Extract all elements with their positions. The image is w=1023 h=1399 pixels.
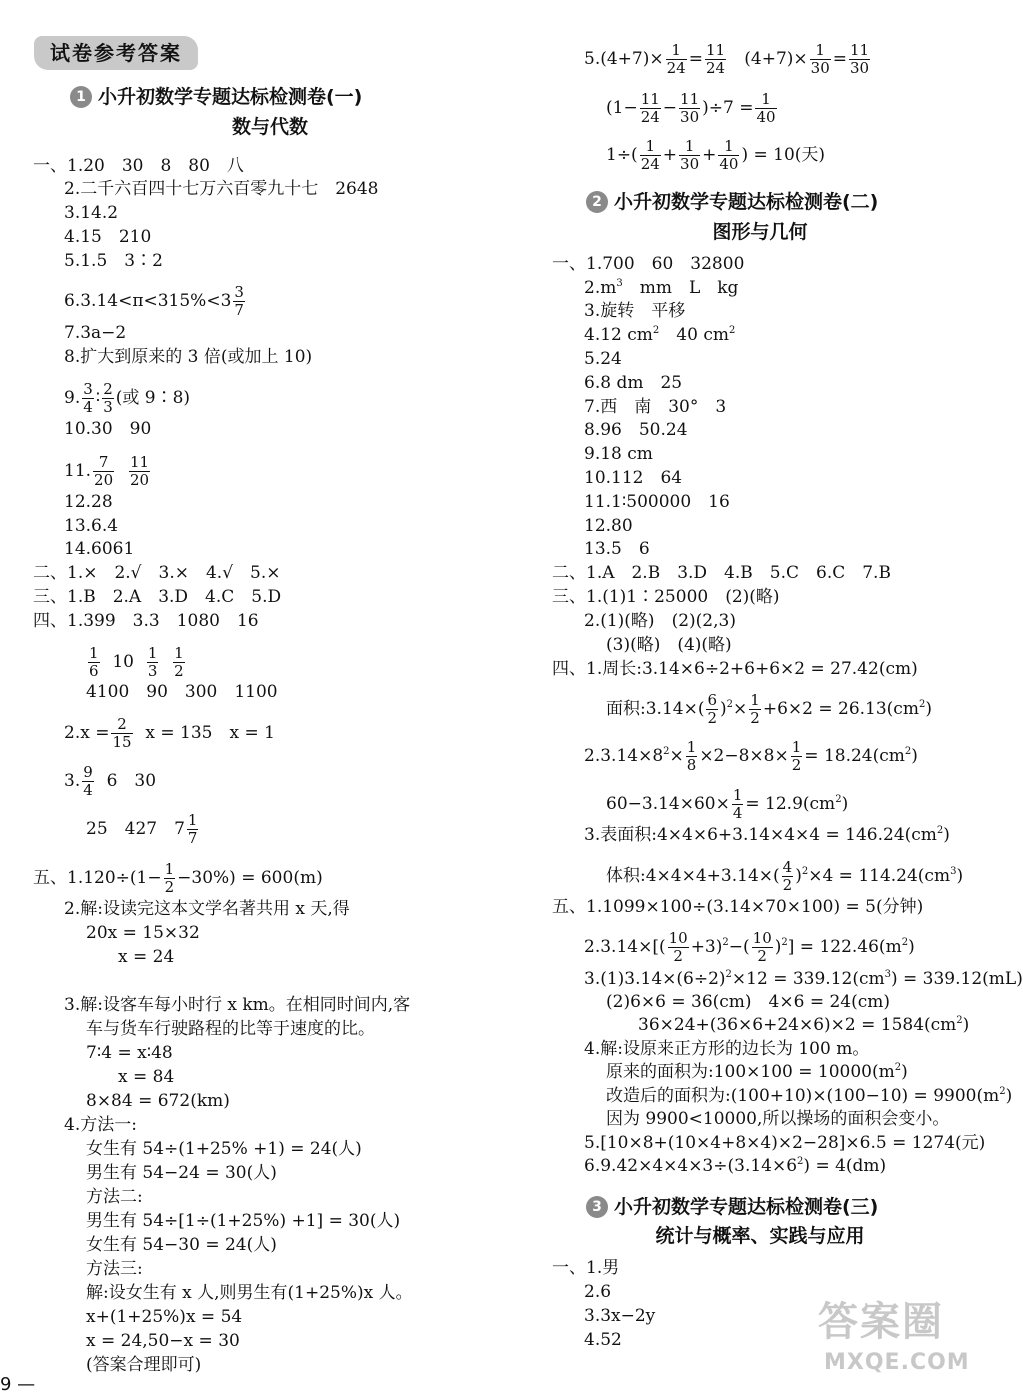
answer-line: 2.二千六百四十七万六百零九十七 2648 [64, 179, 379, 199]
section-1-title: 1 小升初数学专题达标检测卷(一) [70, 82, 362, 109]
fraction: $\frac{11}{24}$ [640, 90, 660, 126]
answer-line: $36\times 24+(36\times 6+24\times 6)\times 2 = 1584(cm^2)$ [638, 1015, 970, 1035]
fraction: $\frac{1}{2}$ [164, 860, 175, 896]
answer-line: 9. $\frac{3}{4}$ ∶ $\frac{2}{3}$ (或 9∶8) [64, 380, 191, 416]
answer-line: (2)6×6 = 36(cm) 4×6 = 24(cm) [606, 992, 891, 1012]
answer-line: 男生有 54÷[1÷(1+25%) +1] = 30(人) [86, 1211, 401, 1231]
fraction: $\frac{2}{3}$ [103, 380, 113, 416]
answer-line: 二、1.A 2.B 3.D 4.B 5.C 6.C 7.B [552, 563, 891, 583]
section-2-title: 2 小升初数学专题达标检测卷(二) [586, 187, 878, 214]
answer-line: 11. $\frac{7}{20}$ $\frac{11}{20}$ [64, 453, 150, 489]
answer-line: 方法二: [86, 1187, 143, 1207]
answer-line: $3.(1)3.14\times(6\div 2)^2\times 12 = 339.12(cm^3) = 339.12(mL)$ [584, 969, 1023, 989]
answer-line: 4.解:设原来正方形的边长为 100 m。 [584, 1039, 870, 1059]
section-badge: 2 [586, 191, 608, 213]
answer-line: 1÷( $\frac{1}{24}$ + $\frac{1}{30}$ + $\frac{1}{40}$ ) = 10(天) [606, 137, 826, 173]
answer-line: 13.5 6 [584, 539, 650, 559]
answer-line: 3.旋转 平移 [584, 301, 686, 321]
answer-line: 二、1.× 2.√ 3.× 4.√ 5.× [33, 563, 281, 583]
answer-line: 3.3x−2y [584, 1306, 656, 1326]
answer-line: 4.方法一: [64, 1115, 137, 1135]
answer-line: $6.9.42\times 4\times 4\times 3\div(3.14\times 6^2) = 4(dm)$ [584, 1156, 887, 1176]
answer-line: 60−3.14×60× $\frac{1}{4}$ = $12.9(cm^2)$ [606, 786, 849, 822]
answer-line: x = 24,50−x = 30 [86, 1331, 240, 1351]
answer-line: x = 84 [118, 1067, 175, 1087]
fraction: $\frac{11}{20}$ [129, 453, 150, 489]
answer-line: $2.3.14\times 8^2\times$ $\frac{1}{8}$ ×2−8×8× $\frac{1}{2}$ = $18.24(cm^2)$ [584, 738, 918, 774]
answer-line: 10.112 64 [584, 468, 683, 488]
fraction: $\frac{11}{30}$ [680, 90, 700, 126]
fraction: $\frac{1}{4}$ [732, 786, 743, 822]
section-badge: 3 [586, 1196, 608, 1218]
fraction: $\frac{1}{7}$ [187, 811, 198, 847]
page-number: 9 — [0, 1374, 36, 1395]
fraction: $\frac{10}{2}$ [668, 929, 688, 965]
answer-line: 7∶4 = x∶48 [86, 1043, 173, 1063]
answer-line: 25 427 7 $\frac{1}{7}$ [86, 811, 198, 847]
fraction: $\frac{9}{4}$ [83, 763, 93, 799]
answer-line: 8×84 = 672(km) [86, 1091, 230, 1111]
answer-line: 一、1.男 [552, 1258, 620, 1278]
answer-line: 2.(1)(略) (2)(2,3) [584, 611, 736, 631]
answer-line: 五、1.120÷(1− $\frac{1}{2}$ −30%) = 600(m) [33, 860, 323, 896]
fraction: $\frac{4}{2}$ [782, 858, 793, 894]
fraction: $\frac{3}{4}$ [83, 380, 93, 416]
fraction: $\frac{1}{30}$ [810, 41, 830, 77]
answer-line: 4.12 $cm^2$ 40 $cm^2$ [584, 325, 736, 345]
fraction: $\frac{1}{8}$ [686, 738, 697, 774]
answer-line: 四、1.399 3.3 1080 16 [33, 611, 259, 631]
fraction: $\frac{1}{30}$ [680, 137, 700, 173]
section-1-subtitle: 数与代数 [231, 116, 308, 138]
answer-line: 5.24 [584, 349, 622, 369]
answer-line: 3. $\frac{9}{4}$ 6 30 [64, 763, 157, 799]
fraction: $\frac{2}{15}$ [112, 715, 132, 751]
fraction: $\frac{1}{2}$ [791, 738, 802, 774]
answer-line: 五、1.1099×100÷(3.14×70×100) = 5(分钟) [552, 897, 924, 917]
answer-line: 三、1.(1)1∶25000 (2)(略) [552, 587, 780, 607]
answer-line: 12.80 [584, 516, 633, 536]
answer-line: 10.30 90 [64, 419, 152, 439]
answer-line: $\frac{1}{6}$ 10 $\frac{1}{3}$ $\frac{1}{2}$ [89, 644, 184, 680]
answer-line: 13.6.4 [64, 516, 119, 536]
answer-line: (3)(略) (4)(略) [606, 635, 732, 655]
answer-line: 女生有 54−30 = 24(人) [86, 1235, 277, 1255]
fraction: $\frac{1}{2}$ [174, 644, 184, 680]
watermark-url: MXQE.COM [824, 1350, 970, 1375]
answer-line: 解:设女生有 x 人,则男生有(1+25%)x 人。 [86, 1283, 413, 1303]
answer-line: 三、1.B 2.A 3.D 4.C 5.D [33, 587, 282, 607]
site-watermark [818, 1296, 998, 1399]
section-3-title: 3 小升初数学专题达标检测卷(三) [586, 1192, 878, 1219]
answer-line: 3.解:设客车每小时行 x km。在相同时间内,客 [64, 995, 411, 1015]
answer-line: 5.[10×8+(10×4+8×4)×2−28]×6.5 = 1274(元) [584, 1133, 986, 1153]
fraction: $\frac{6}{2}$ [707, 691, 718, 727]
section-badge: 1 [70, 86, 92, 108]
fraction: $\frac{1}{24}$ [640, 137, 660, 173]
fraction: $\frac{10}{2}$ [752, 929, 772, 965]
answer-line: 体积:4×4×4+3.14×( $\frac{4}{2}$ )$^2\times 4 = 114.24(cm^3)$ [606, 858, 964, 894]
answer-line: 四、1.周长:3.14×6÷2+6+6×2 = 27.42(cm) [552, 659, 918, 679]
fraction: $\frac{11}{24}$ [705, 41, 726, 77]
answer-line: 20x = 15×32 [86, 923, 200, 943]
answer-line: 女生有 54÷(1+25% +1) = 24(人) [86, 1139, 362, 1159]
answer-line: 2.x = $\frac{2}{15}$ x = 135 x = 1 [64, 715, 275, 751]
answer-line: 5.(4+7)× $\frac{1}{24}$ = $\frac{11}{24}$ (4+7)× $\frac{1}{30}$ = $\frac{11}{30}$ [584, 41, 870, 77]
fraction: $\frac{3}{7}$ [234, 283, 244, 319]
answer-line: 6.3.14<π<315%<3 $\frac{3}{7}$ [64, 283, 244, 319]
fraction: $\frac{7}{20}$ [94, 453, 114, 489]
section-3-subtitle: 统计与概率、实践与应用 [655, 1225, 865, 1247]
answer-line: 6.8 dm 25 [584, 373, 683, 393]
fraction: $\frac{1}{40}$ [756, 90, 776, 126]
answer-line: 8.扩大到原来的 3 倍(或加上 10) [64, 347, 313, 367]
answer-line: (1− $\frac{11}{24}$ − $\frac{11}{30}$ )÷7 = $\frac{1}{40}$ [606, 90, 776, 126]
answer-line: 4100 90 300 1100 [86, 682, 278, 702]
fraction: $\frac{1}{40}$ [719, 137, 739, 173]
answer-line: 4.15 210 [64, 227, 152, 247]
answer-line: (答案合理即可) [86, 1355, 202, 1375]
answer-line: 原来的面积为:100×100 = $10000(m^2)$ [606, 1062, 908, 1082]
answer-line: 2.3.14×[( $\frac{10}{2}$ +3)$^2$−( $\frac{10}{2}$ )$^2] = 122.46(m^2)$ [584, 929, 915, 965]
answer-line: 3.表面积:4×4×6+3.14×4×4 = $146.24(cm^2)$ [584, 825, 950, 845]
fraction: $\frac{11}{30}$ [850, 41, 870, 77]
answer-line: 一、1.20 30 8 80 八 [33, 156, 244, 176]
answer-line: 方法三: [86, 1259, 143, 1279]
answer-line: 9.18 cm [584, 444, 653, 464]
answer-line: 3.14.2 [64, 203, 119, 223]
answer-line: 2.6 [584, 1282, 612, 1302]
answer-line: 5.1.5 3∶2 [64, 251, 163, 271]
answer-line: 车与货车行驶路程的比等于速度的比。 [86, 1019, 375, 1039]
answer-line: 因为 9900<10000,所以操场的面积会变小。 [606, 1109, 950, 1129]
answer-line: 14.6061 [64, 539, 135, 559]
answer-line: 7.3a−2 [64, 323, 127, 343]
answer-line: 12.28 [64, 492, 113, 512]
fraction: $\frac{1}{3}$ [147, 644, 158, 680]
answer-line: 男生有 54−24 = 30(人) [86, 1163, 277, 1183]
answer-line: $2.m^3$ mm L kg [584, 278, 739, 298]
fraction: $\frac{1}{24}$ [666, 41, 686, 77]
answer-line: 8.96 50.24 [584, 420, 688, 440]
answer-line: x+(1+25%)x = 54 [86, 1307, 243, 1327]
answer-line: x = 24 [118, 947, 175, 967]
answer-key-tag: 试卷参考答案 [34, 36, 198, 70]
answer-line: 2.解:设读完这本文学名著共用 x 天,得 [64, 899, 350, 919]
section-2-subtitle: 图形与几何 [712, 221, 808, 243]
answer-line: 11.1∶500000 16 [584, 492, 730, 512]
answer-line: 改造后的面积为:(100+10)×(100−10) = $9900(m^2)$ [606, 1086, 1013, 1106]
answer-line: 面积:3.14×( $\frac{6}{2}$ )$^2$× $\frac{1}{2}$ $+6\times 2 = 26.13(cm^2)$ [606, 691, 932, 727]
answer-line: 一、1.700 60 32800 [552, 254, 745, 274]
fraction: $\frac{1}{2}$ [750, 691, 760, 727]
watermark-logo-text: 答案圈 [818, 1299, 944, 1345]
answer-line: 7.西 南 30° 3 [584, 397, 727, 417]
answer-line: 4.52 [584, 1330, 622, 1350]
fraction: $\frac{1}{6}$ [89, 644, 99, 680]
